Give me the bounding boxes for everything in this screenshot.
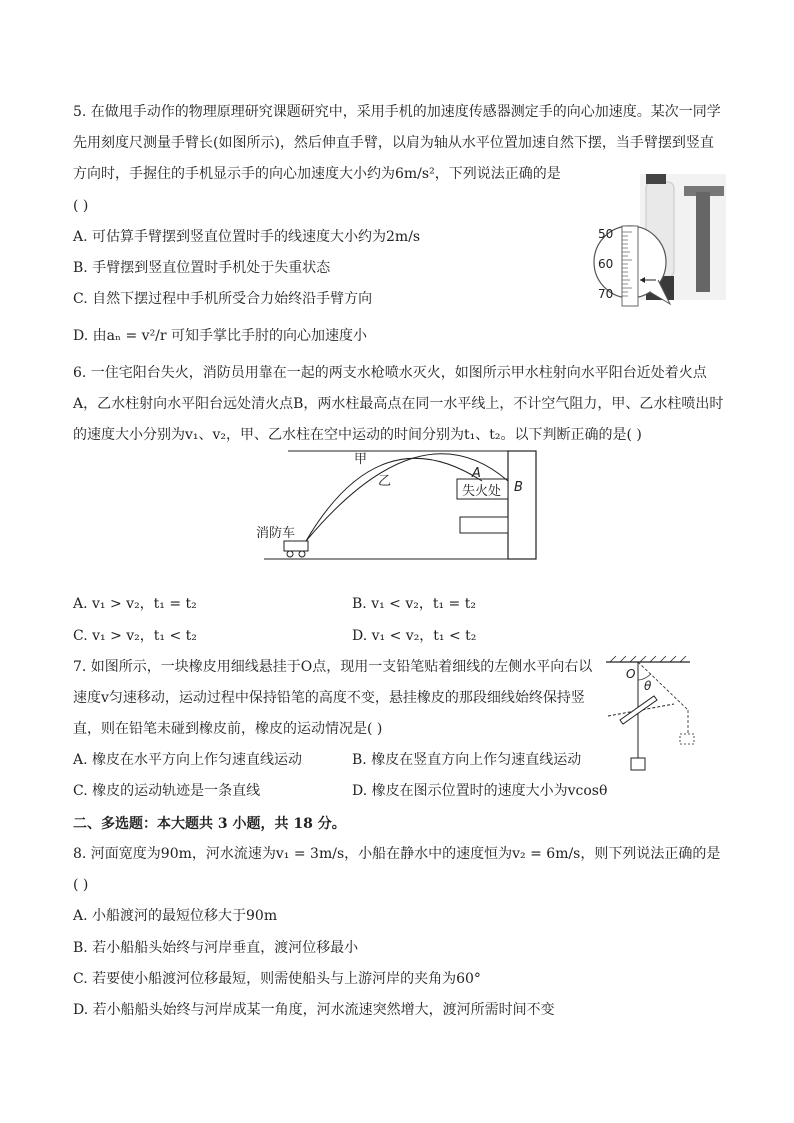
q7-option-c: C. 橡皮的运动轨迹是一条直线 <box>73 783 261 799</box>
q6-option-c: C. v₁ > v₂，t₁ < t₂ <box>73 628 197 644</box>
q7-option-a: A. 橡皮在水平方向上作匀速直线运动 <box>73 752 303 768</box>
q7-stem-line3: 直，则在铅笔未碰到橡皮前，橡皮的运动情况是( ) <box>73 721 383 737</box>
q6-figure <box>250 445 550 565</box>
q6-label-jia: 甲 <box>354 452 368 467</box>
q5-stem-line1: 5. 在做甩手动作的物理原理研究课题研究中，采用手机的加速度传感器测定手的向心加速度。某次一同学 <box>73 104 721 120</box>
q5-ruler-label-60: 60 <box>598 257 614 271</box>
q7-label-o: O <box>626 667 636 681</box>
q7-stem-line1: 7. 如图所示，一块橡皮用细线悬挂于O点，现用一支铅笔贴着细线的左侧水平向右以 <box>73 659 593 675</box>
q5-option-d: D. 由aₙ = v²/r 可知手掌比手肘的向心加速度小 <box>73 328 368 344</box>
q5-option-b: B. 手臂摆到竖直位置时手机处于失重状态 <box>73 260 331 276</box>
q8-option-b: B. 若小船船头始终与河岸垂直，渡河位移最小 <box>73 940 359 956</box>
q8-stem-line1: 8. 河面宽度为90m，河水流速为v₁ = 3m/s，小船在静水中的速度恒为v₂ = 6m/s，则下列说法正确的是 <box>73 846 721 862</box>
q6-label-yi: 乙 <box>378 474 392 489</box>
q7-stem-line2: 速度v匀速移动，运动过程中保持铅笔的高度不变，悬挂橡皮的那段细线始终保持竖 <box>73 690 585 706</box>
q6-label-b: B <box>514 480 523 495</box>
q7-option-b: B. 橡皮在竖直方向上作匀速直线运动 <box>352 752 582 768</box>
q6-fire-truck <box>284 541 308 551</box>
q7-option-d: D. 橡皮在图示位置时的速度大小为vcosθ <box>352 783 608 799</box>
q6-option-b: B. v₁ < v₂，t₁ = t₂ <box>352 596 476 612</box>
q7-label-theta: θ <box>644 679 652 693</box>
q6-stem-line1: 6. 一住宅阳台失火，消防员用靠在一起的两支水枪喷水灭火，如图所示甲水柱射向水平阳台近处着火点 <box>73 365 707 381</box>
q5-stem-line3: 方向时，手握住的手机显示手的向心加速度大小约为6m/s²，下列说法正确的是 <box>73 166 561 182</box>
section-heading-multiple-choice: 二、多选题：本大题共 3 小题，共 18 分。 <box>73 816 346 832</box>
q5-option-c: C. 自然下摆过程中手机所受合力始终沿手臂方向 <box>73 291 373 307</box>
q5-option-a: A. 可估算手臂摆到竖直位置时手的线速度大小约为2m/s <box>73 229 421 245</box>
q7-figure <box>598 652 722 774</box>
q6-label-a: A <box>472 466 481 481</box>
q5-ruler-label-50: 50 <box>598 227 614 241</box>
q6-stem-line2: A，乙水柱射向水平阳台远处清火点B，两水柱最高点在同一水平线上，不计空气阻力，甲、乙水柱喷出时 <box>73 396 724 412</box>
q5-ruler <box>622 226 638 306</box>
q5-answer-paren: ( ) <box>73 198 89 214</box>
q5-figure <box>588 172 730 322</box>
q8-answer-paren: ( ) <box>73 877 89 893</box>
q5-stem-line2: 先用刻度尺测量手臂长(如图所示)，然后伸直手臂，以肩为轴从水平位置加速自然下摆，当手臂摆到竖直 <box>73 135 714 151</box>
q7-eraser <box>631 758 645 770</box>
q8-option-c: C. 若要使小船渡河位移最短，则需使船头与上游河岸的夹角为60° <box>73 971 481 987</box>
q6-label-truck: 消防车 <box>256 526 296 541</box>
q6-lower-box <box>460 517 508 533</box>
q6-water-arc-jia <box>306 458 482 541</box>
q8-option-d: D. 若小船船头始终与河岸成某一角度，河水流速突然增大，渡河所需时间不变 <box>73 1002 555 1018</box>
q6-option-a: A. v₁ > v₂，t₁ = t₂ <box>73 596 197 612</box>
q6-stem-line3: 的速度大小分别为v₁、v₂，甲、乙水柱在空中运动的时间分别为t₁、t₂。以下判断正确的是( ) <box>73 427 642 443</box>
q8-option-a: A. 小船渡河的最短位移大于90m <box>73 908 278 924</box>
q6-building <box>508 451 536 559</box>
q6-option-d: D. v₁ < v₂，t₁ < t₂ <box>352 628 477 644</box>
q5-ruler-label-70: 70 <box>598 287 614 301</box>
q6-label-fire: 失火处 <box>462 484 502 499</box>
